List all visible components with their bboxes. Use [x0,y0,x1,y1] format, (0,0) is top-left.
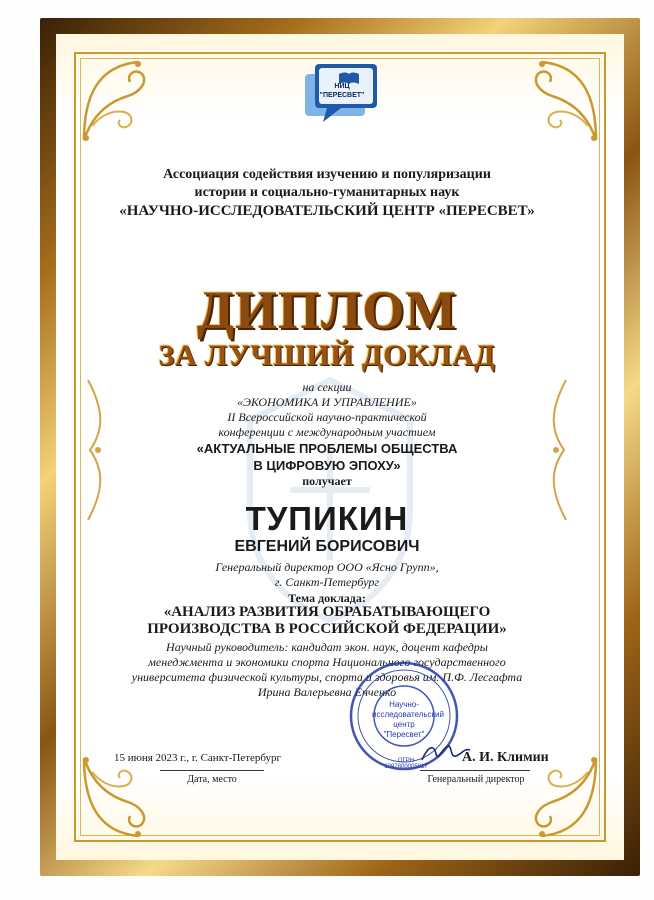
signer-name: А. И. Климин [462,750,549,765]
signer-title: Генеральный директор [427,774,525,785]
logo-line-1: НИЦ [334,83,350,90]
date-place: 15 июня 2023 г., г. Санкт-Петербург [114,752,282,764]
corner-ornament-icon [78,56,168,146]
conference-line-1: «АКТУАЛЬНЫЕ ПРОБЛЕМЫ ОБЩЕСТВА [196,441,458,456]
association-line-2: истории и социально-гуманитарных наук [194,185,460,200]
stamp-line-1: Научно- [389,700,419,709]
corner-ornament-icon [78,752,168,842]
stamp-center-text [372,700,444,740]
topic-line-2: ПРОИЗВОДСТВА В РОССИЙСКОЙ ФЕДЕРАЦИИ» [147,621,507,637]
topic-label: Тема доклада: [288,591,366,605]
section-info [100,380,554,440]
supervisor-line-3: университета физической культуры, спорта и здоровья им. П.Ф. Лесгафта [131,670,523,684]
position-line-1: Генеральный директор ООО «Ясно Групп», [215,560,439,574]
section-line-2: «ЭКОНОМИКА И УПРАВЛЕНИЕ» [237,395,417,409]
supervisor-info [100,640,554,700]
recipient-given-names: ЕВГЕНИЙ БОРИСОВИЧ [234,538,420,555]
report-topic [100,604,554,638]
stamp-line-2: исследовательский [372,710,444,719]
corner-ornament-icon [512,56,602,146]
conference-name [100,440,554,474]
conference-line-2: В ЦИФРОВУЮ ЭПОХУ» [253,458,401,473]
recipient-position [100,560,554,590]
stamp-line-3: центр [393,720,415,729]
diploma-title: ДИПЛОМ [196,280,458,340]
diploma-subtitle: ЗА ЛУЧШИЙ ДОКЛАД [158,339,496,372]
stamp-line-4: "Пересвет" [383,730,425,739]
receives-label: получает [302,474,352,488]
signature-underline [420,770,530,771]
section-line-4: конференции с международным участием [218,425,436,439]
association-heading [100,166,554,220]
association-line-1: Ассоциация содействия изучению и популяризации [163,167,491,182]
date-underline [160,770,264,771]
stamp-ogrn: ОГРН 1097800005817 [384,758,428,770]
supervisor-line-1: Научный руководитель: кандидат экон. наук, доцент кафедры [166,640,488,654]
date-caption: Дата, место [187,774,237,785]
logo-text [312,70,372,100]
section-line-1: на секции [302,380,352,394]
supervisor-line-4: Ирина Валерьевна Енченко [257,685,397,699]
topic-line-1: «АНАЛИЗ РАЗВИТИЯ ОБРАБАТЫВАЮЩЕГО [163,604,491,620]
recipient-surname: ТУПИКИН [245,500,409,537]
supervisor-line-2: менеджмента и экономики спорта Национального государственного [148,655,506,669]
position-line-2: г. Санкт-Петербург [274,575,380,589]
section-line-3: II Всероссийской научно-практической [227,410,427,424]
logo-line-2: "ПЕРЕСВЕТ" [319,92,365,99]
association-line-3: «НАУЧНО-ИССЛЕДОВАТЕЛЬСКИЙ ЦЕНТР «ПЕРЕСВЕТ» [119,203,535,219]
